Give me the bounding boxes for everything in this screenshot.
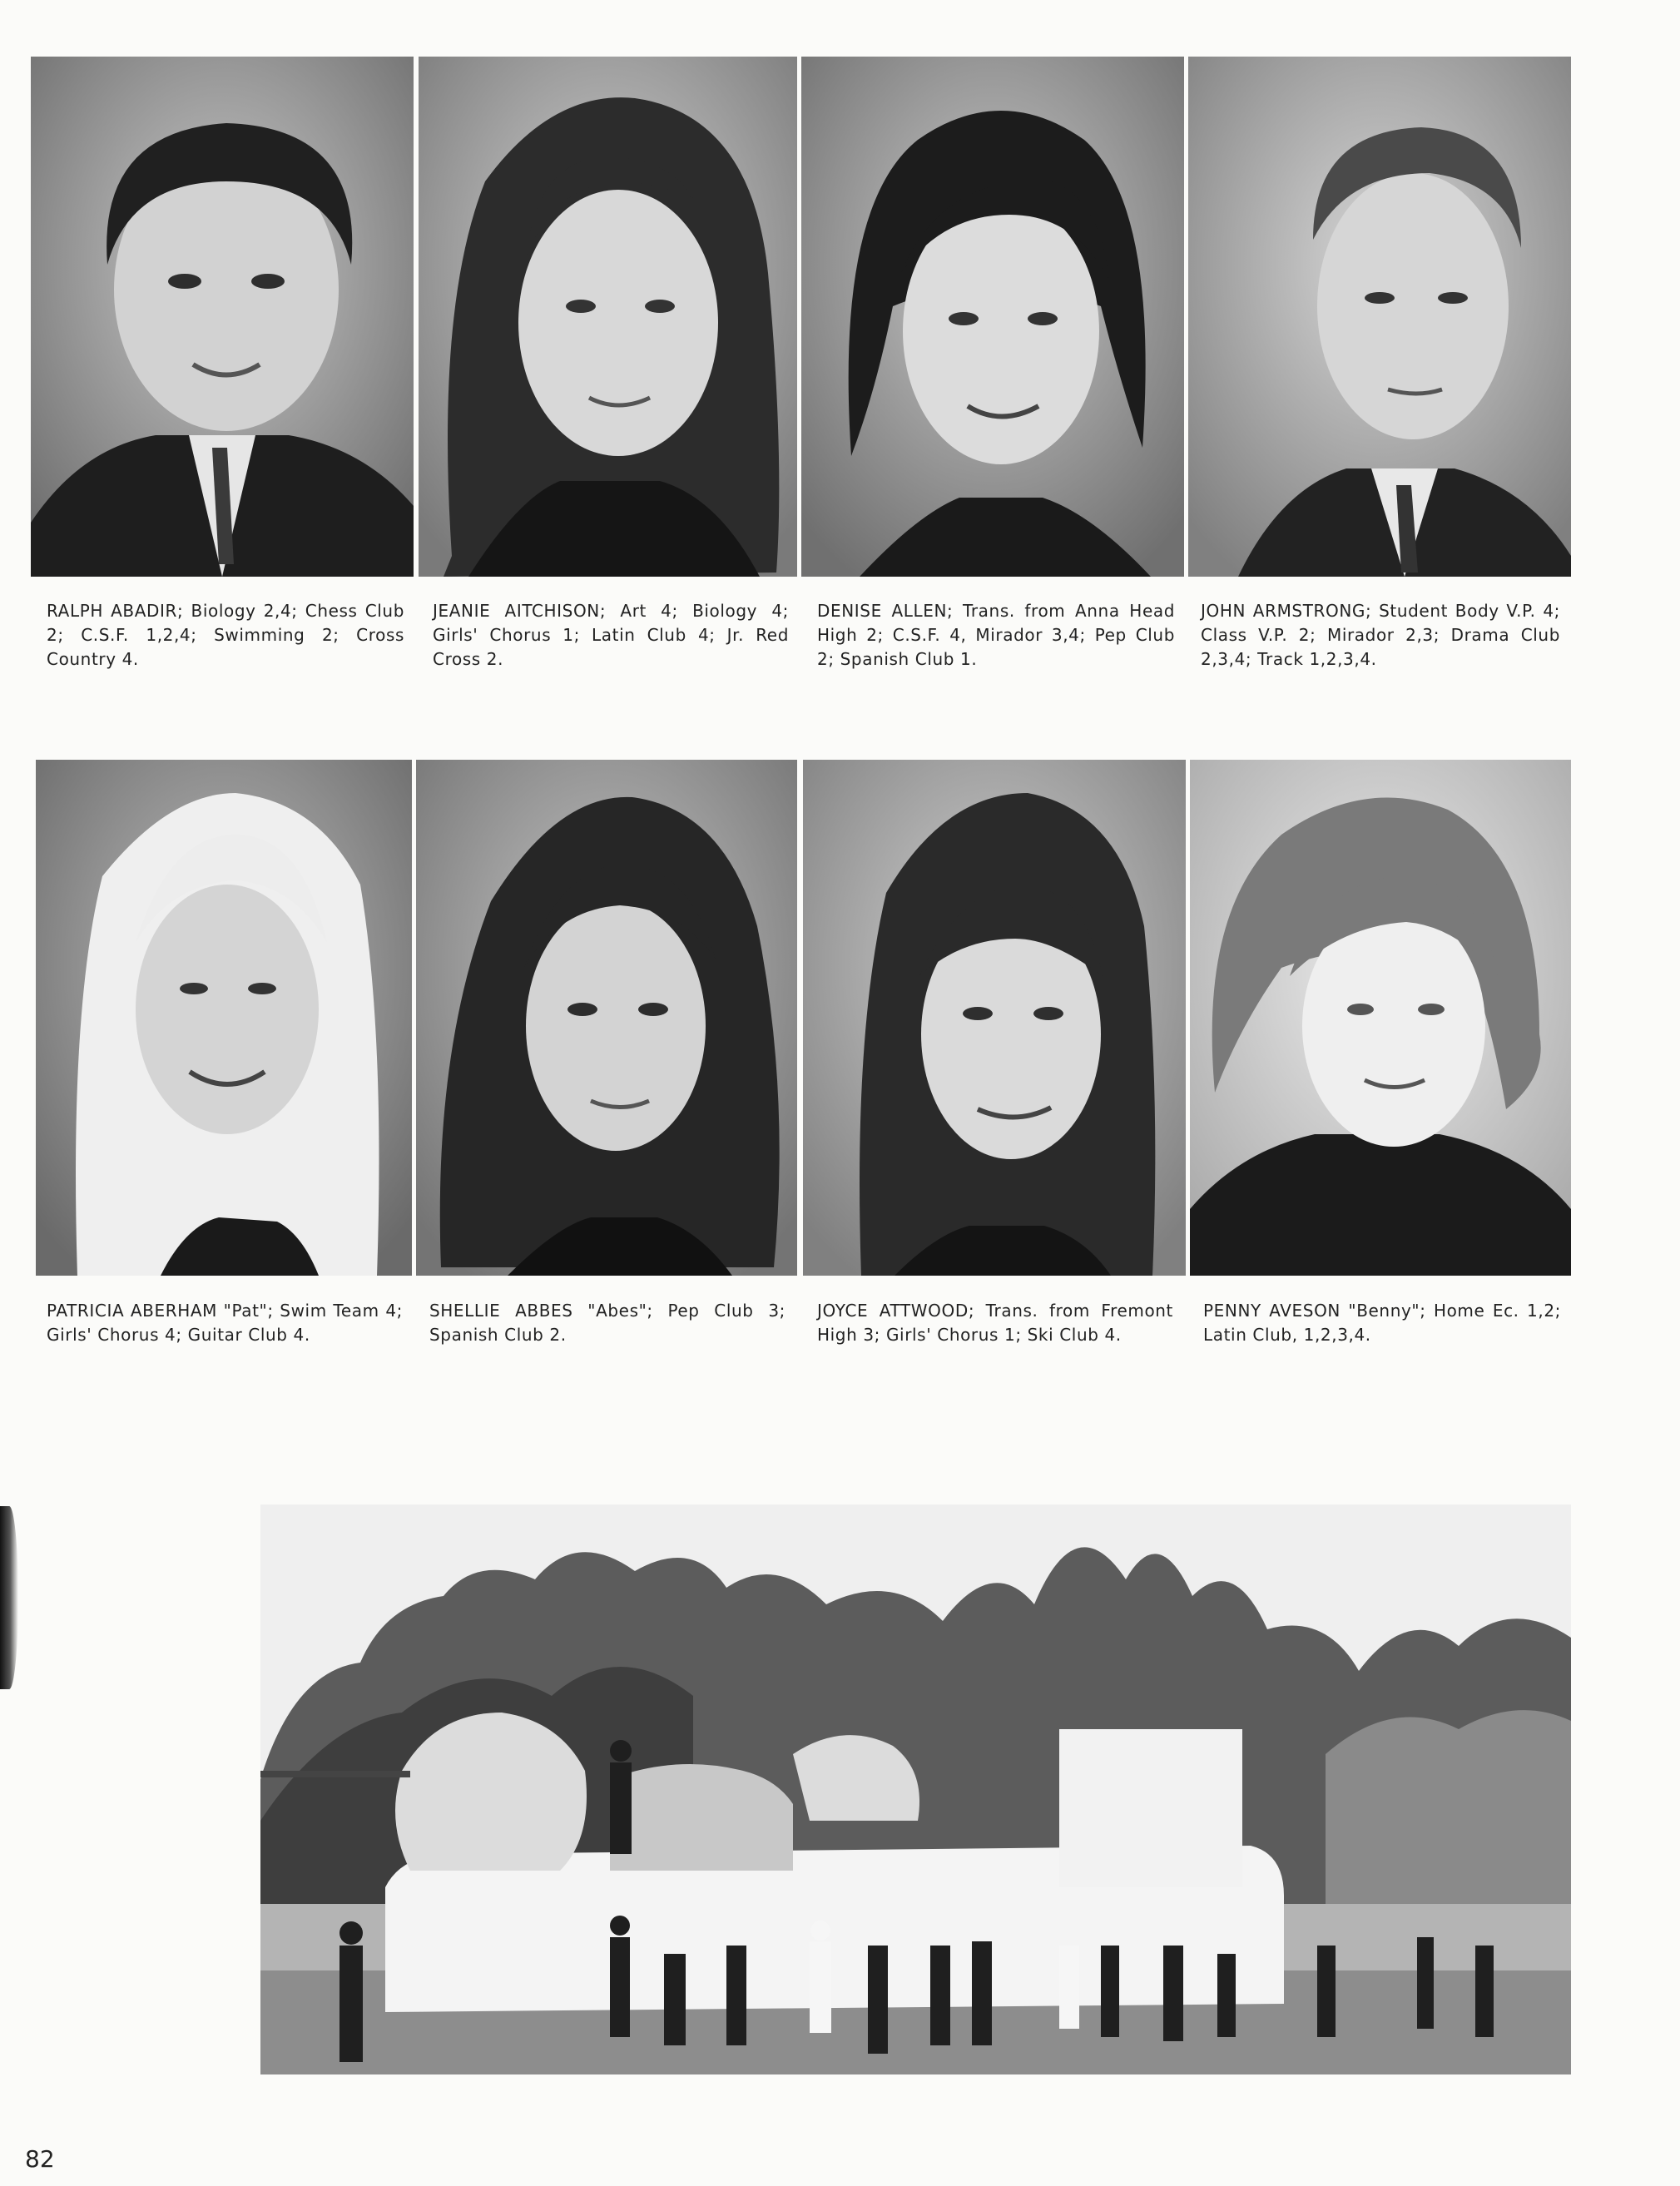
portrait-photo-denise-allen <box>801 57 1184 577</box>
page-number: 82 <box>25 2145 55 2173</box>
caption-jeanie-aitchison: JEANIE AITCHISON; Art 4; Biology 4; Girls' Chorus 1; Latin Club 4; Jr. Red Cross 2. <box>433 601 789 669</box>
caption-penny-aveson: PENNY AVESON "Benny"; Home Ec. 1,2; Latin Club, 1,2,3,4. <box>1203 1301 1561 1345</box>
caption-joyce-attwood: JOYCE ATTWOOD; Trans. from Fremont High 3; Girls' Chorus 1; Ski Club 4. <box>817 1301 1173 1345</box>
portrait-photo-joyce-attwood <box>803 760 1186 1276</box>
caption-john-armstrong: JOHN ARMSTRONG; Student Body V.P. 4; Class V.P. 2; Mirador 2,3; Drama Club 2,3,4; Track 1,2,3,4. <box>1201 601 1560 669</box>
binding-shadow <box>0 1506 18 1689</box>
portrait-photo-jeanie-aitchison <box>419 57 797 577</box>
caption-shellie-abbes: SHELLIE ABBES "Abes"; Pep Club 3; Spanish Club 2. <box>429 1301 785 1345</box>
caption-denise-allen: DENISE ALLEN; Trans. from Anna Head High 2; C.S.F. 4, Mirador 3,4; Pep Club 2; Spanish Club 1. <box>817 601 1175 669</box>
caption-ralph-abadir: RALPH ABADIR; Biology 2,4; Chess Club 2; C.S.F. 1,2,4; Swimming 2; Cross Country 4. <box>47 601 404 669</box>
caption-patricia-aberham: PATRICIA ABERHAM "Pat"; Swim Team 4; Girls' Chorus 4; Guitar Club 4. <box>47 1301 403 1345</box>
portrait-photo-john-armstrong <box>1188 57 1571 577</box>
portrait-photo-ralph-abadir <box>31 57 414 577</box>
float-group-photo <box>260 1504 1571 2074</box>
portrait-photo-patricia-aberham <box>36 760 412 1276</box>
portrait-photo-penny-aveson <box>1190 760 1571 1276</box>
portrait-photo-shellie-abbes <box>416 760 797 1276</box>
